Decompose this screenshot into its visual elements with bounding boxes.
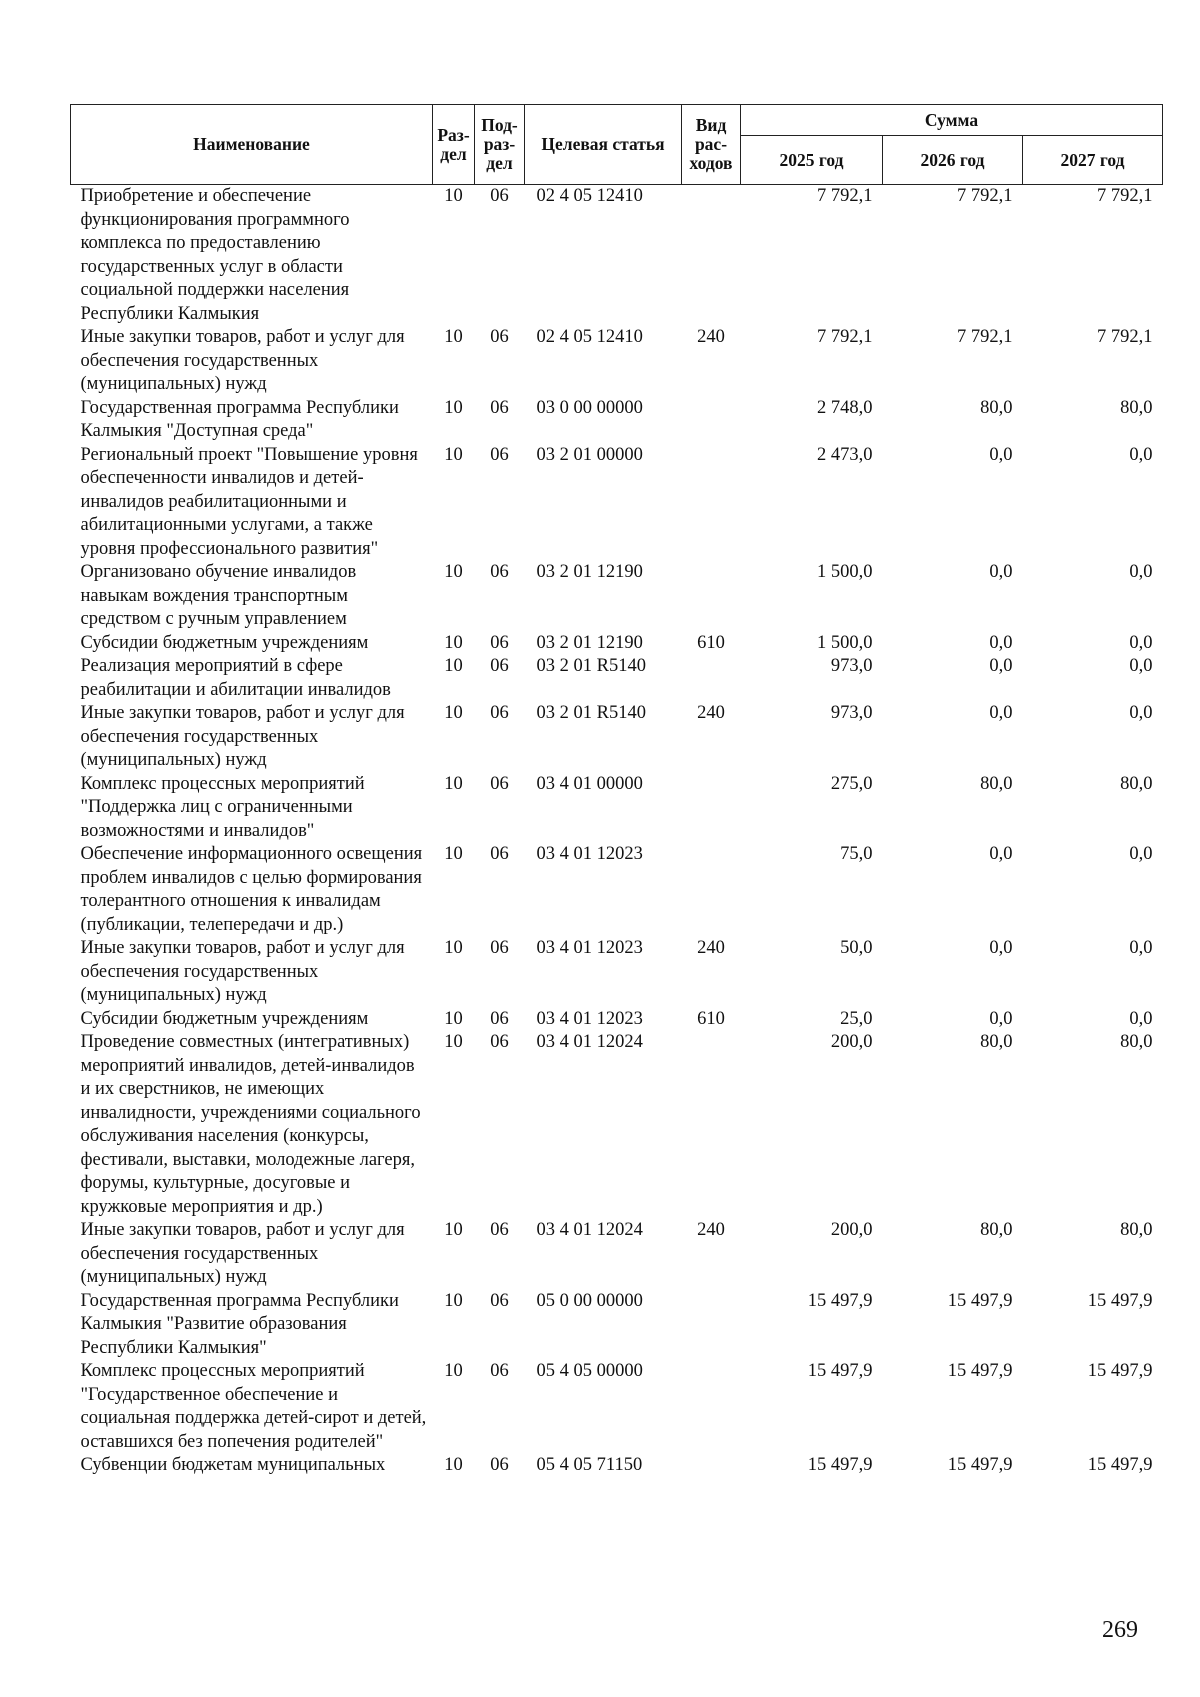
table-row (71, 702, 1163, 773)
row-name: Государственная программа Республики Калмыкия "Развитие образования Республики Калмыкия" (80, 1290, 399, 1358)
header-subsection: Под-раз-дел (475, 105, 525, 185)
table-row (71, 843, 1163, 937)
row-amount-2027: 80,0 (1120, 397, 1153, 418)
row-section: 10 (444, 844, 463, 864)
row-subsection: 06 (490, 327, 509, 347)
row-amount-2026: 0,0 (989, 656, 1013, 676)
row-name: Обеспечение информационного освещения проблем инвалидов с целью формирования толерантного отношения к инвалидам (публикации, телепередачи и др.) (80, 844, 423, 935)
row-subsection: 06 (490, 1290, 509, 1311)
row-amount-2026: 7 792,1 (957, 186, 1013, 206)
row-amount-2025: 25,0 (840, 1008, 873, 1029)
row-amount-2027: 7 792,1 (1097, 327, 1153, 347)
row-amount-2027: 7 792,1 (1097, 186, 1153, 206)
row-amount-2027: 0,0 (1129, 632, 1153, 653)
row-section: 10 (444, 632, 463, 653)
row-target: 05 4 05 00000 (536, 1361, 643, 1381)
row-amount-2026: 15 497,9 (947, 1455, 1013, 1475)
row-name: Субвенции бюджетам муниципальных (80, 1455, 386, 1475)
row-subsection: 06 (490, 656, 509, 676)
row-section: 10 (444, 327, 463, 347)
row-amount-2027: 0,0 (1129, 703, 1153, 723)
row-subsection: 06 (490, 1220, 509, 1240)
row-kind: 610 (697, 1008, 725, 1029)
row-amount-2027: 80,0 (1120, 773, 1153, 794)
row-target: 05 0 00 00000 (536, 1290, 643, 1311)
row-target: 03 2 01 00000 (536, 444, 643, 465)
row-section: 10 (444, 562, 463, 582)
row-section: 10 (444, 1032, 463, 1052)
row-amount-2025: 15 497,9 (807, 1361, 873, 1381)
header-kind: Вид рас-ходов (682, 105, 741, 185)
row-subsection: 06 (490, 562, 509, 582)
row-amount-2027: 0,0 (1129, 444, 1153, 465)
table-row (71, 1219, 1163, 1290)
row-amount-2026: 7 792,1 (957, 327, 1013, 347)
row-section: 10 (444, 186, 463, 206)
row-section: 10 (444, 1290, 463, 1311)
row-target: 03 4 01 12023 (536, 844, 643, 864)
page-number: 269 (1102, 1617, 1138, 1643)
row-amount-2026: 80,0 (980, 1032, 1013, 1052)
row-section: 10 (444, 938, 463, 958)
table-row (71, 326, 1163, 397)
row-amount-2026: 80,0 (980, 397, 1013, 418)
row-section: 10 (444, 397, 463, 418)
table-row (71, 1008, 1163, 1032)
header-sum: Сумма (741, 105, 1163, 136)
row-subsection: 06 (490, 1455, 509, 1475)
header-year-2027: 2027 год (1023, 136, 1163, 185)
row-kind: 240 (697, 1220, 725, 1240)
row-name: Иные закупки товаров, работ и услуг для обеспечения государственных (муниципальных) нужд (80, 938, 405, 1005)
row-name: Организовано обучение инвалидов навыкам вождения транспортным средством с ручным управлением (80, 562, 357, 629)
table-row (71, 773, 1163, 844)
row-subsection: 06 (490, 397, 509, 418)
row-target: 03 2 01 12190 (536, 562, 643, 582)
row-kind (682, 773, 741, 844)
row-section: 10 (444, 656, 463, 676)
row-amount-2026: 0,0 (989, 1008, 1013, 1029)
row-amount-2026: 80,0 (980, 773, 1013, 794)
row-amount-2026: 0,0 (989, 444, 1013, 465)
row-target: 02 4 05 12410 (536, 186, 643, 206)
row-target: 02 4 05 12410 (536, 327, 643, 347)
row-name: Комплекс процессных мероприятий "Поддержка лиц с ограниченными возможностями и инвалидов" (80, 773, 365, 841)
row-subsection: 06 (490, 938, 509, 958)
row-amount-2027: 0,0 (1129, 844, 1153, 864)
table-row (71, 632, 1163, 656)
header-year-2026: 2026 год (883, 136, 1023, 185)
row-amount-2027: 0,0 (1129, 938, 1153, 958)
row-section: 10 (444, 1361, 463, 1381)
header-section: Раз-дел (433, 105, 475, 185)
row-name: Реализация мероприятий в сфере реабилитации и абилитации инвалидов (80, 656, 391, 700)
row-kind (682, 1360, 741, 1454)
row-section: 10 (444, 703, 463, 723)
row-amount-2027: 80,0 (1120, 1032, 1153, 1052)
row-kind (682, 1454, 741, 1478)
row-section: 10 (444, 1008, 463, 1029)
row-amount-2026: 0,0 (989, 938, 1013, 958)
row-amount-2025: 7 792,1 (817, 186, 873, 206)
row-kind (682, 1031, 741, 1219)
row-kind (682, 397, 741, 444)
row-target: 03 4 01 12024 (536, 1032, 643, 1052)
row-amount-2025: 1 500,0 (817, 632, 873, 653)
row-amount-2025: 200,0 (830, 1220, 873, 1240)
table-row (71, 1290, 1163, 1361)
row-subsection: 06 (490, 844, 509, 864)
row-target: 03 4 01 00000 (536, 773, 643, 794)
row-section: 10 (444, 773, 463, 794)
row-amount-2025: 75,0 (840, 844, 873, 864)
row-kind: 610 (697, 632, 725, 653)
row-amount-2027: 0,0 (1129, 656, 1153, 676)
row-name: Субсидии бюджетным учреждениям (80, 632, 369, 653)
header-year-2025: 2025 год (741, 136, 883, 185)
row-target: 03 4 01 12024 (536, 1220, 643, 1240)
row-kind (682, 561, 741, 632)
header-target: Целевая статья (525, 105, 682, 185)
row-kind (682, 843, 741, 937)
row-name: Иные закупки товаров, работ и услуг для обеспечения государственных (муниципальных) нужд (80, 1220, 405, 1287)
row-kind: 240 (697, 327, 725, 347)
row-name: Региональный проект "Повышение уровня обеспеченности инвалидов и детей-инвалидов реабилитационными и абилитационными услугами, а также уровня профессионального развития" (80, 444, 418, 559)
row-name: Приобретение и обеспечение функционирования программного комплекса по предоставлению государственных услуг в области социальной поддержки населения Республики Калмыкия (80, 186, 350, 324)
row-target: 03 2 01 12190 (536, 632, 643, 653)
row-amount-2026: 0,0 (989, 703, 1013, 723)
row-target: 03 2 01 R5140 (536, 703, 646, 723)
table-row (71, 937, 1163, 1008)
row-kind (682, 444, 741, 562)
row-name: Государственная программа Республики Калмыкия "Доступная среда" (80, 397, 399, 441)
row-section: 10 (444, 444, 463, 465)
row-amount-2026: 0,0 (989, 844, 1013, 864)
row-amount-2025: 2 748,0 (817, 397, 873, 418)
row-amount-2027: 15 497,9 (1087, 1455, 1153, 1475)
row-amount-2025: 50,0 (840, 938, 873, 958)
row-subsection: 06 (490, 444, 509, 465)
table-row (71, 1360, 1163, 1454)
row-subsection: 06 (490, 1008, 509, 1029)
row-target: 05 4 05 71150 (536, 1455, 643, 1475)
table-row (71, 444, 1163, 562)
row-amount-2026: 15 497,9 (947, 1361, 1013, 1381)
row-section: 10 (444, 1455, 463, 1475)
row-amount-2025: 973,0 (830, 656, 873, 676)
row-amount-2026: 80,0 (980, 1220, 1013, 1240)
row-kind (682, 1290, 741, 1361)
table-row (71, 185, 1163, 327)
row-amount-2027: 15 497,9 (1087, 1290, 1153, 1311)
row-amount-2027: 0,0 (1129, 562, 1153, 582)
row-name: Иные закупки товаров, работ и услуг для обеспечения государственных (муниципальных) нужд (80, 703, 405, 770)
row-kind (682, 655, 741, 702)
row-amount-2027: 0,0 (1129, 1008, 1153, 1029)
row-amount-2026: 0,0 (989, 562, 1013, 582)
row-amount-2027: 15 497,9 (1087, 1361, 1153, 1381)
row-target: 03 2 01 R5140 (536, 656, 646, 676)
table-row (71, 561, 1163, 632)
row-amount-2025: 275,0 (830, 773, 873, 794)
table-row (71, 655, 1163, 702)
table-row (71, 1031, 1163, 1219)
table-row (71, 397, 1163, 444)
row-subsection: 06 (490, 632, 509, 653)
row-target: 03 4 01 12023 (536, 1008, 643, 1029)
row-section: 10 (444, 1220, 463, 1240)
row-amount-2027: 80,0 (1120, 1220, 1153, 1240)
row-amount-2025: 973,0 (830, 703, 873, 723)
row-name: Проведение совместных (интегративных) мероприятий инвалидов, детей-инвалидов и их сверстников, не имеющих инвалидности, учреждениями социального обслуживания населения (конкурсы, фестивали, выставки, молодежные лагеря, форумы, культурные, досуговые и кружковые мероприятия и др.) (80, 1032, 421, 1217)
row-amount-2026: 0,0 (989, 632, 1013, 653)
row-target: 03 0 00 00000 (536, 397, 643, 418)
table-header (71, 105, 1163, 185)
row-amount-2025: 15 497,9 (807, 1290, 873, 1311)
row-target: 03 4 01 12023 (536, 938, 643, 958)
row-subsection: 06 (490, 1032, 509, 1052)
budget-table (70, 104, 1163, 1478)
row-name: Комплекс процессных мероприятий "Государственное обеспечение и социальная поддержка детей-сирот и детей, оставшихся без попечения родителей" (80, 1361, 427, 1452)
row-subsection: 06 (490, 703, 509, 723)
row-name: Субсидии бюджетным учреждениям (80, 1008, 369, 1029)
row-amount-2026: 15 497,9 (947, 1290, 1013, 1311)
row-name: Иные закупки товаров, работ и услуг для обеспечения государственных (муниципальных) нужд (80, 327, 405, 394)
row-subsection: 06 (490, 1361, 509, 1381)
row-amount-2025: 1 500,0 (817, 562, 873, 582)
table-body (71, 185, 1163, 1478)
row-amount-2025: 2 473,0 (817, 444, 873, 465)
row-subsection: 06 (490, 186, 509, 206)
row-amount-2025: 7 792,1 (817, 327, 873, 347)
row-amount-2025: 15 497,9 (807, 1455, 873, 1475)
row-kind: 240 (697, 938, 725, 958)
table-row (71, 1454, 1163, 1478)
row-subsection: 06 (490, 773, 509, 794)
row-amount-2025: 200,0 (830, 1032, 873, 1052)
header-name: Наименование (71, 105, 433, 185)
document-page (70, 104, 1162, 1478)
row-kind: 240 (697, 703, 725, 723)
row-kind (682, 185, 741, 327)
